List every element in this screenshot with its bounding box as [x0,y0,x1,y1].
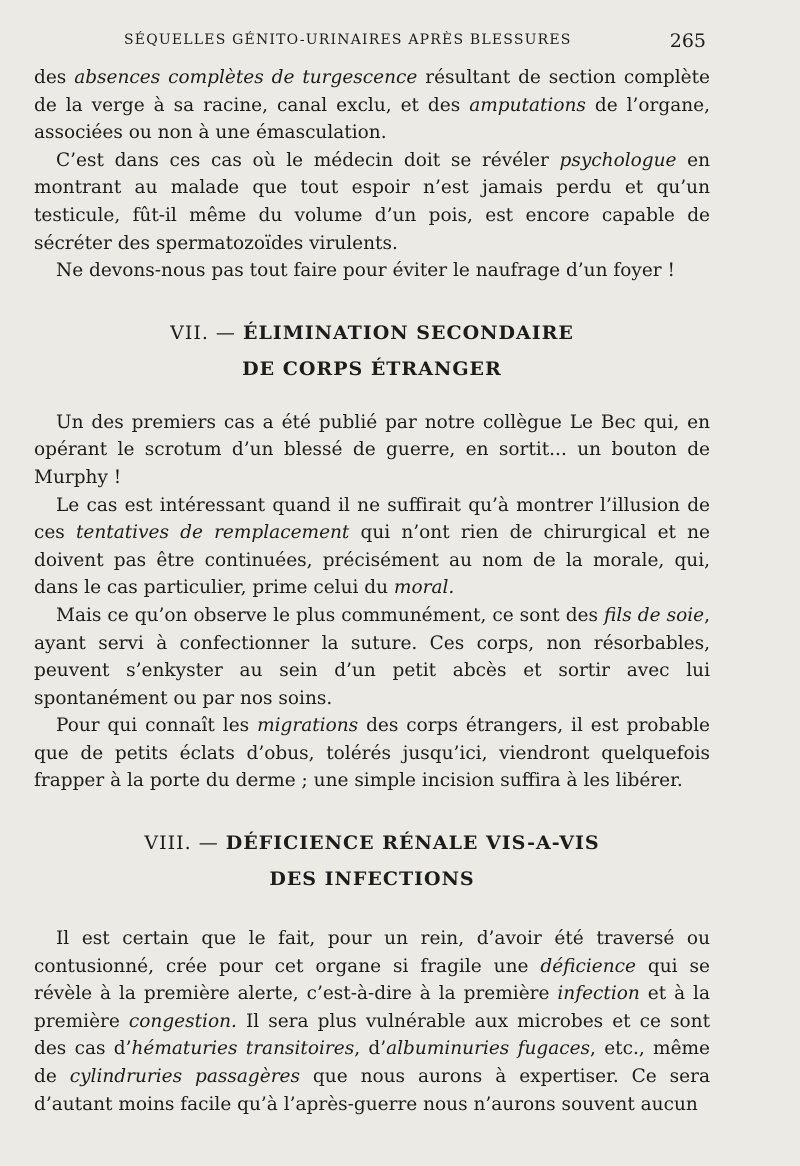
heading-text: DÉFICIENCE RÉNALE VIS-A-VIS [225,832,600,855]
text-run: Il sera plus vulnérable aux microbes et ce sont des cas d’ [34,1010,711,1060]
text-run: des corps étrangers, il est probable que de petits éclats d’obus, tolérés jusqu’ici, viendront quelquefois frapper à la porte du derme ; une simple incision suffira à les libérer. [34,715,711,792]
page-number: 265 [669,30,706,52]
text-run: Il est certain que le fait, pour un rein, d’avoir été traversé ou contusionné, crée pour cet organe si fragile une [34,928,710,977]
paragraph [34,257,710,285]
section-heading-viii [34,825,710,897]
text-run: des [34,67,75,88]
text-run: Pour qui connaît les [56,715,258,737]
paragraph [34,602,710,712]
italic-run: fils de soie [604,604,705,626]
heading-line-1 [34,825,710,861]
text-run: qui n’ont rien de chirurgical et ne doivent pas être continuées, précisément au nom de la morale, qui, dans le cas particulier, prime celui du [34,522,710,599]
text-run: Ne devons-nous pas tout faire pour éviter le naufrage d’un foyer ! [56,260,675,282]
paragraph [34,64,710,147]
page-body [34,64,710,1118]
italic-run: hématuries transitoires [131,1038,355,1060]
text-run: Mais ce qu’on observe le plus communément, ce sont des [56,604,605,626]
text-run: Un des premiers cas a été publié par notre collègue Le Bec qui, en opérant le scrotum d’un blessé de guerre, en sortit... un bouton de Murphy ! [34,411,710,488]
text-run: que nous aurons à expertiser. Ce sera d’autant moins facile qu’à l’après-guerre nous n’aurons souvent aucun [34,1066,710,1115]
italic-run: absences complètes de turgescence [74,67,418,88]
heading-line-1 [34,315,710,351]
italic-run: congestion. [128,1010,237,1032]
text-run: résultant de section complète de la verge à sa racine, canal exclu, et des [34,67,710,116]
italic-run: moral. [393,577,455,599]
paragraph [34,492,710,602]
italic-run: psychologue [559,149,677,171]
italic-run: cylindruries passagères [69,1066,300,1088]
heading-line-2: DE CORPS ÉTRANGER [242,357,502,380]
section-number: VII. — [170,321,243,344]
paragraph [34,925,710,1118]
italic-run: albuminuries fugaces [386,1038,591,1060]
paragraph [34,712,710,795]
italic-run: déficience [540,955,636,977]
heading-text: ÉLIMINATION SECONDAIRE [242,321,574,344]
running-title: SÉQUELLES GÉNITO-URINAIRES APRÈS BLESSURES [124,32,572,48]
heading-line-2: DES INFECTIONS [269,868,475,891]
italic-run: tentatives de remplacement [75,522,350,544]
text-run: de l’organe, associées ou non à une émasculation. [34,94,710,144]
text-run: , d’ [354,1038,387,1060]
text-run: C’est dans ces cas où le médecin doit se révéler [56,149,560,171]
paragraph [34,409,710,492]
text-run: en montrant au malade que tout espoir n’est jamais perdu et qu’un testicule, fût-il même du volume d’un pois, est encore capable de sécréter des spermatozoïdes virulents. [34,149,710,254]
text-run: qui se révèle à la première alerte, c’est-à-dire à la première [34,955,710,1005]
text-run: , etc., même de [34,1038,711,1088]
text-run: Le cas est intéressant quand il ne suffirait qu’à montrer l’illusion de ces [34,494,710,544]
italic-run: infection [557,983,640,1005]
paragraph [34,147,710,257]
italic-run: migrations [257,715,359,737]
text-run: et à la première [34,983,710,1032]
italic-run: amputations [469,94,586,116]
section-number: VIII. — [144,832,226,855]
section-heading-vii [34,315,710,387]
page-header [34,28,710,58]
text-run: , ayant servi à confectionner la suture. Ces corps, non résorbables, peuvent s’enkyster au sein d’un petit abcès et sortir avec lui spontanément ou par nos soins. [34,604,710,709]
